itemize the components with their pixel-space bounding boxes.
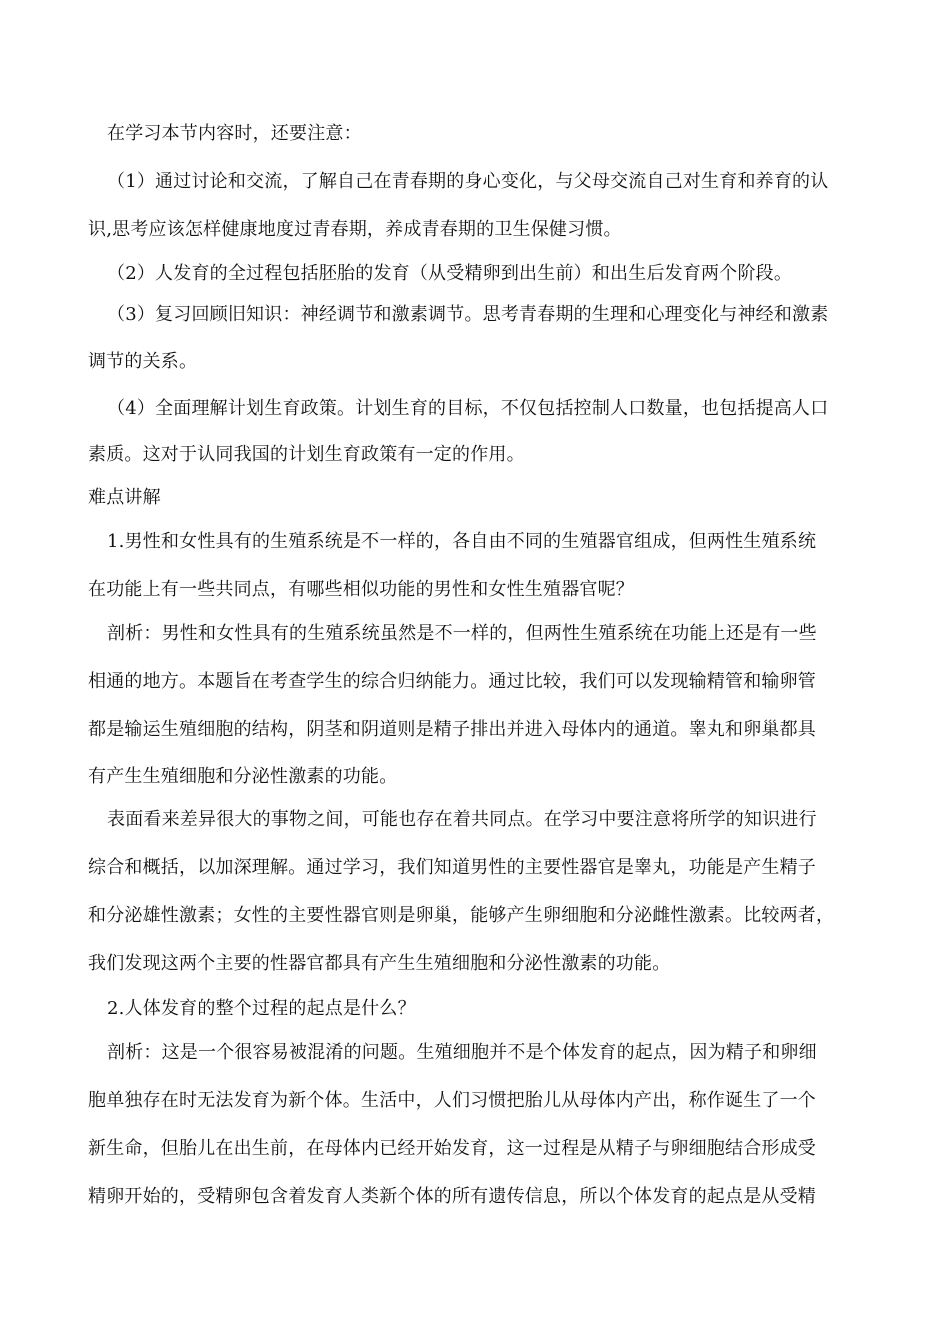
analysis-1-line-4: 有产生生殖细胞和分泌性激素的功能。	[88, 766, 398, 787]
analysis-2-line-4: 精卵开始的，受精卵包含着发育人类新个体的所有遗传信息，所以个体发育的起点是从受精	[88, 1186, 816, 1207]
summary-line-4: 我们发现这两个主要的性器官都具有产生生殖细胞和分泌性激素的功能。	[88, 953, 671, 974]
summary-line-2: 综合和概括，以加深理解。通过学习，我们知道男性的主要性器官是睾丸，功能是产生精子	[88, 857, 816, 878]
point-2-line: （2）人发育的全过程包括胚胎的发育（从受精卵到出生前）和出生后发育两个阶段。	[107, 263, 793, 284]
section-heading: 难点讲解	[88, 487, 161, 508]
point-4-line-2: 素质。这对于认同我国的计划生育政策有一定的作用。	[88, 444, 525, 465]
point-1-line-2: 识,思考应该怎样健康地度过青春期，养成青春期的卫生保健习惯。	[88, 219, 622, 240]
analysis-2-line-1: 剖析：这是一个很容易被混淆的问题。生殖细胞并不是个体发育的起点，因为精子和卵细	[107, 1042, 817, 1063]
question-1-line-2: 在功能上有一些共同点，有哪些相似功能的男性和女性生殖器官呢？	[88, 579, 634, 600]
intro-line: 在学习本节内容时，还要注意：	[107, 123, 362, 144]
analysis-1-line-2: 相通的地方。本题旨在考查学生的综合归纳能力。通过比较，我们可以发现输精管和输卵管	[88, 671, 816, 692]
question-2-line: 2.人体发育的整个过程的起点是什么？	[107, 998, 416, 1019]
question-1-line-1: 1.男性和女性具有的生殖系统是不一样的，各自由不同的生殖器官组成，但两性生殖系统	[107, 531, 817, 552]
point-3-line-2: 调节的关系。	[88, 351, 198, 372]
summary-line-1: 表面看来差异很大的事物之间，可能也存在着共同点。在学习中要注意将所学的知识进行	[107, 809, 817, 830]
analysis-1-line-1: 剖析：男性和女性具有的生殖系统虽然是不一样的，但两性生殖系统在功能上还是有一些	[107, 623, 817, 644]
summary-line-3: 和分泌雄性激素；女性的主要性器官则是卵巢，能够产生卵细胞和分泌雌性激素。比较两者，	[88, 905, 835, 926]
point-4-line-1: （4）全面理解计划生育政策。计划生育的目标，不仅包括控制人口数量，也包括提高人口	[107, 398, 829, 419]
analysis-2-line-2: 胞单独存在时无法发育为新个体。生活中，人们习惯把胎儿从母体内产出，称作诞生了一个	[88, 1090, 816, 1111]
point-1-line-1: （1）通过讨论和交流，了解自己在青春期的身心变化，与父母交流自己对生育和养育的认	[107, 171, 829, 192]
analysis-2-line-3: 新生命，但胎儿在出生前，在母体内已经开始发育，这一过程是从精子与卵细胞结合形成受	[88, 1138, 816, 1159]
analysis-1-line-3: 都是输运生殖细胞的结构，阴茎和阴道则是精子排出并进入母体内的通道。睾丸和卵巢都具	[88, 719, 816, 740]
point-3-line-1: （3）复习回顾旧知识：神经调节和激素调节。思考青春期的生理和心理变化与神经和激素	[107, 304, 829, 325]
